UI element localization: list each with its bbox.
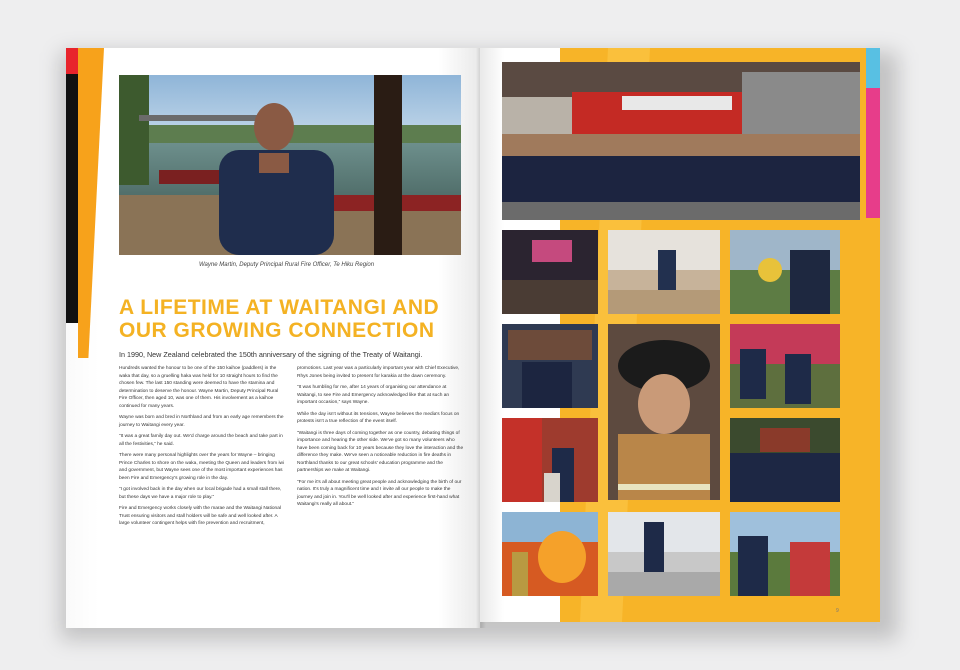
obstacle-course-photo: [608, 512, 720, 596]
blue-edge-stripe: [866, 48, 880, 88]
article-title-line2: OUR GROWING CONNECTION: [119, 319, 435, 342]
tug-of-war-photo: [730, 512, 840, 596]
red-edge-stripe: [66, 48, 78, 74]
paragraph: “Waitangi is three days of coming together as one country, debating things of importance and hearing the other side. We've got so many volunteers who have been coming back for 10 years because they love the interaction and the difference they make. We've seen a noticeable reduction in fire deaths in Northland thanks to our great schools' education programme and the partnerships we make at Waitangi.: [297, 430, 464, 473]
paragraph: “For me it's all about meeting great people and acknowledging the birth of our nation. It's truly a magnificent time and I invite all our people to make the journey and join in. You'll be well looked after and experience first-hand what Waitangi's really all about.”: [297, 479, 462, 507]
left-page: [66, 48, 480, 628]
fire-hose-photo: [608, 230, 720, 314]
kid-helmet-photo: [730, 230, 840, 314]
display-wall-photo: [502, 324, 598, 408]
group-photo: [502, 62, 860, 220]
fire-truck-kid-photo: [502, 418, 598, 502]
paragraph: “It was humbling for me, after 14 years of organising our attendance at Waitangi, to see Fire and Emergency acknowledged like that at such an important occasion,” says Wayne.: [297, 385, 450, 405]
black-edge-stripe: [66, 48, 78, 323]
paragraph: Wayne was born and bred in Northland and from an early age remembers the journey to Waitangi every year.: [119, 415, 284, 428]
paragraph: Hundreds wanted the honour to be one of the 150 kaihoe (paddlers) in the waka that day, so a gruelling haka was held for 10 straight hours to find the chosen few. The last 150 standing were deemed to have the stamina and determination to deserve the honour. Wayne Martin, Deputy Principal Rural Fire Officer, then aged 10, was one of them. His involvement as a kaihoe continued for many years.: [119, 366, 279, 409]
team-line-photo: [730, 418, 840, 502]
wayne-martin-photo: [119, 75, 461, 255]
paragraph: There were many personal highlights over the years for Wayne – bringing Prince Charles to shore on the waka, meeting the Queen and leaders from iwi and government, but Wayne sees one of the most important experiences has been Fire and Emergency's growing role in the day.: [119, 453, 285, 481]
paragraph: While the day isn't without its tensions, Wayne believes the media's focus on protests isn't a true reflection of the event itself.: [297, 411, 460, 424]
paragraph: promotions. Last year was a particularly important year with Chief Executive, Rhys Jones being invited to present for karakia at the dawn ceremony.: [297, 366, 460, 379]
paragraph: “I got involved back in the day when our local brigade had a small stall there, but these days we have a major role to play.”: [119, 487, 282, 500]
page-number: 9: [836, 608, 839, 614]
photo-caption: Wayne Martin, Deputy Principal Rural Fire Officer, Te Hiku Region: [199, 262, 375, 268]
paragraph: “It was a great family day out. We'd charge around the beach and take part in all the festivities,” he said.: [119, 434, 283, 447]
article-column-1: [119, 365, 287, 532]
article-title-line1: A LIFETIME AT WAITANGI AND: [119, 296, 440, 319]
orange-edge-stripe: [78, 48, 104, 358]
article-column-2: [297, 365, 465, 513]
article-intro: In 1990, New Zealand celebrated the 150th anniversary of the signing of the Treaty of Waitangi.: [119, 350, 423, 359]
hose-demo-photo: [730, 324, 840, 408]
fire-demo-photo: [502, 512, 598, 596]
paragraph: Fire and Emergency works closely with the marae and the Waitangi National Trust ensuring visitors and stall holders will be safe and well looked after. A large volunteer contingent helps with fire prevention and recruitment,: [119, 506, 281, 526]
right-page: [480, 48, 880, 622]
child-firefighter-portrait: [608, 324, 720, 500]
night-crowd-photo: [502, 230, 598, 314]
